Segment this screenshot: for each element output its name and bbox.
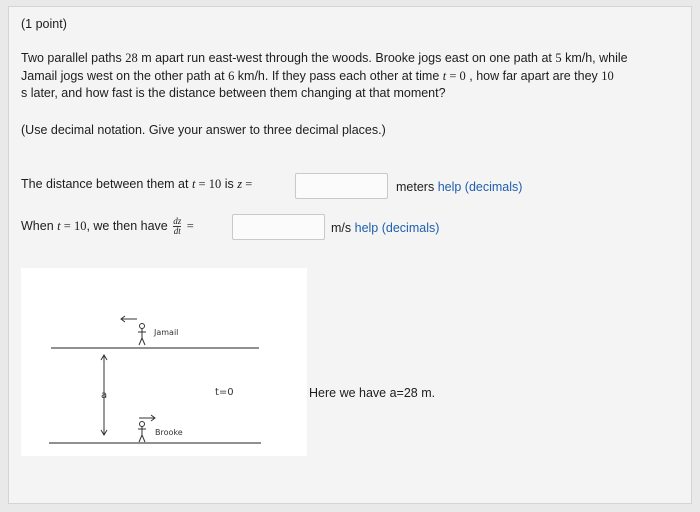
note-text: Here we have a=28 m.: [309, 386, 436, 400]
problem-line-1: Two parallel paths 28 m apart run east-west through the woods. Brooke jogs east on one path at 5 km/h, while: [21, 51, 628, 65]
time-label: t=0: [215, 387, 234, 398]
distance-side-label: a: [101, 390, 108, 401]
points-label: (1 point): [21, 17, 67, 31]
distance-unit-help: [396, 179, 522, 196]
problem-text: [21, 50, 693, 103]
rate-unit: m/s: [331, 221, 352, 235]
diagram-figure: [21, 268, 307, 456]
jamail-figure: [138, 324, 146, 346]
distance-answer-input[interactable]: [295, 173, 388, 199]
rate-question: When t = 10, we then have $\frac{dz}{dt}$ =: [21, 216, 194, 236]
problem-line-2: Jamail jogs west on the other path at 6 km/h. If they pass each other at time t = 0 , how far apart are they 10: [21, 68, 614, 83]
rate-unit-help: [331, 220, 439, 237]
distance-unit: meters: [396, 180, 435, 194]
brooke-label: Brooke: [155, 428, 183, 437]
diagram-svg: [21, 268, 307, 456]
distance-question: The distance between them at t = 10 is z =: [21, 177, 253, 191]
dz-dt-fraction: $\frac{dz}{dt}$: [173, 216, 182, 236]
distance-help-link[interactable]: help (decimals): [437, 180, 523, 194]
rate-help-link[interactable]: help (decimals): [354, 221, 440, 235]
brooke-figure: [138, 422, 146, 443]
problem-line-3: s later, and how fast is the distance between them changing at that moment?: [21, 86, 446, 100]
instruction-text: (Use decimal notation. Give your answer to three decimal places.): [21, 123, 386, 137]
rate-answer-input[interactable]: [232, 214, 325, 240]
jamail-label: Jamail: [154, 328, 179, 337]
